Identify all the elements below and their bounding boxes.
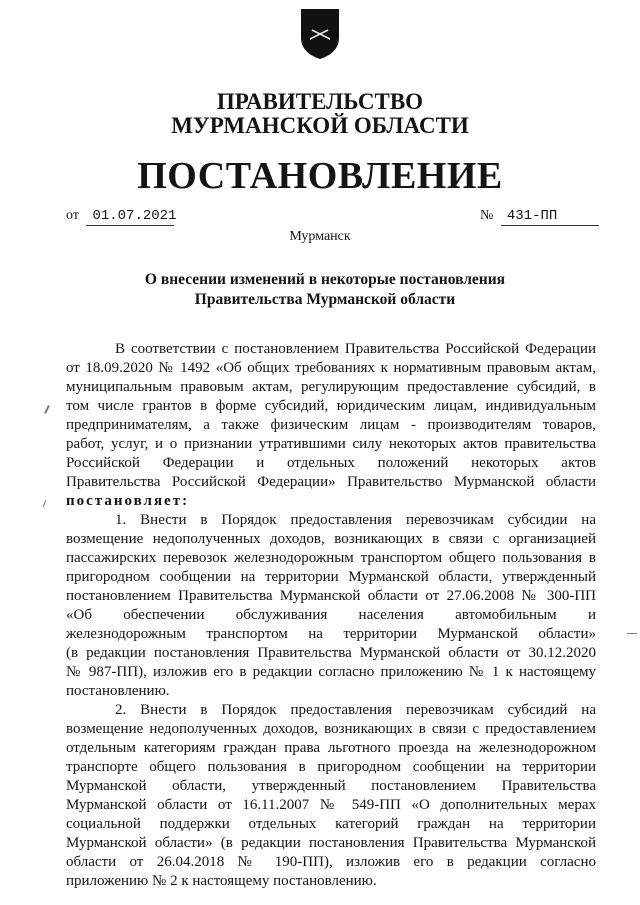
date-field <box>66 207 177 226</box>
body-line: приложению № 2 к настоящему постановлению. <box>66 873 377 889</box>
city-name: Мурманск <box>289 229 351 244</box>
body-line: том числе грантов в форме субсидий, юридическим лицам, индивидуальным <box>66 398 596 414</box>
body-line: постановлению. <box>66 683 170 699</box>
body-line: «Об обеспечении обслуживания населения автомобильным и <box>66 607 596 623</box>
body-line: № 987-ПП), изложив его в редакции согласно приложению № 1 к настоящему <box>66 664 596 680</box>
body-line: пассажирских перевозок железнодорожным транспортом общего пользования в <box>66 550 596 566</box>
body-line: транспорте общего пользования в пригородном сообщении на территории <box>66 759 596 775</box>
scan-mark <box>44 405 50 414</box>
body-line: Мурманской области» (в редакции постановления Правительства Мурманской <box>66 835 596 851</box>
scan-mark <box>43 500 46 507</box>
body-line: Правительства Российской Федерации» Правительство Мурманской области <box>66 474 596 490</box>
body-line: Мурманской области, утвержденный постановлением Правительства <box>66 778 596 794</box>
body-line: возмещение недополученных доходов, возникающих в связи с организацией <box>66 531 596 547</box>
body-line: В соответствии с постановлением Правительства Российской Федерации <box>115 341 596 357</box>
body-line: Российской Федерации и отдельных положений некоторых актов <box>66 455 596 471</box>
body-line: (в редакции постановления Правительства Мурманской области от 30.12.2020 <box>66 645 596 661</box>
date-value: 01.07.2021 <box>86 207 174 226</box>
document-type-title: ПОСТАНОВЛЕНИЕ <box>137 155 503 197</box>
date-prefix: от <box>66 208 79 223</box>
body-line: муниципальным правовым актам, регулирующим предоставление субсидий, в <box>66 379 596 395</box>
scan-mark <box>627 633 637 634</box>
organization-name-line1: ПРАВИТЕЛЬСТВО <box>216 89 424 114</box>
number-field <box>480 207 599 226</box>
body-line: пригородном сообщении на территории Мурманской области, утвержденный <box>66 569 596 585</box>
body-line: постановлением Правительства Мурманской области от 27.06.2008 № 300-ПП <box>66 588 596 604</box>
body-line: отдельным категориям граждан права льготного проезда на железнодорожном <box>66 740 596 756</box>
number-value: 431-ПП <box>501 207 599 226</box>
subject-line: О внесении изменений в некоторые постановления <box>144 271 506 288</box>
body-line: от 18.09.2020 № 1492 «Об общих требованиях к нормативным правовым актам, <box>66 360 596 376</box>
coat-of-arms-emblem <box>298 6 342 60</box>
body-line: Мурманской области от 16.11.2007 № 549-ПП «О дополнительных мерах <box>66 797 596 813</box>
body-line: возмещение недополученных доходов, возникающих в связи с предоставлением <box>66 721 596 737</box>
body-line: железнодорожным транспортом на территории Мурманской области» <box>66 626 596 642</box>
body-line-decree: постановляет: <box>66 493 190 509</box>
body-line: 2. Внести в Порядок предоставления перевозчикам субсидий на <box>115 702 596 718</box>
subject-line: Правительства Мурманской области <box>194 291 456 308</box>
body-line: социальной поддержки отдельных категорий граждан на территории <box>66 816 596 832</box>
body-line: работ, услуг, и о признании утратившими силу некоторых актов правительства <box>66 436 596 452</box>
organization-name-line2: МУРМАНСКОЙ ОБЛАСТИ <box>171 113 469 138</box>
body-line: области от 26.04.2018 № 190-ПП), изложив его в редакции согласно <box>66 854 596 870</box>
body-line: предпринимателям, а также физическим лицам - производителям товаров, <box>66 417 596 433</box>
body-line: 1. Внести в Порядок предоставления перевозчикам субсидии на <box>115 512 596 528</box>
document-subject <box>90 270 560 310</box>
number-prefix: № <box>480 208 494 223</box>
